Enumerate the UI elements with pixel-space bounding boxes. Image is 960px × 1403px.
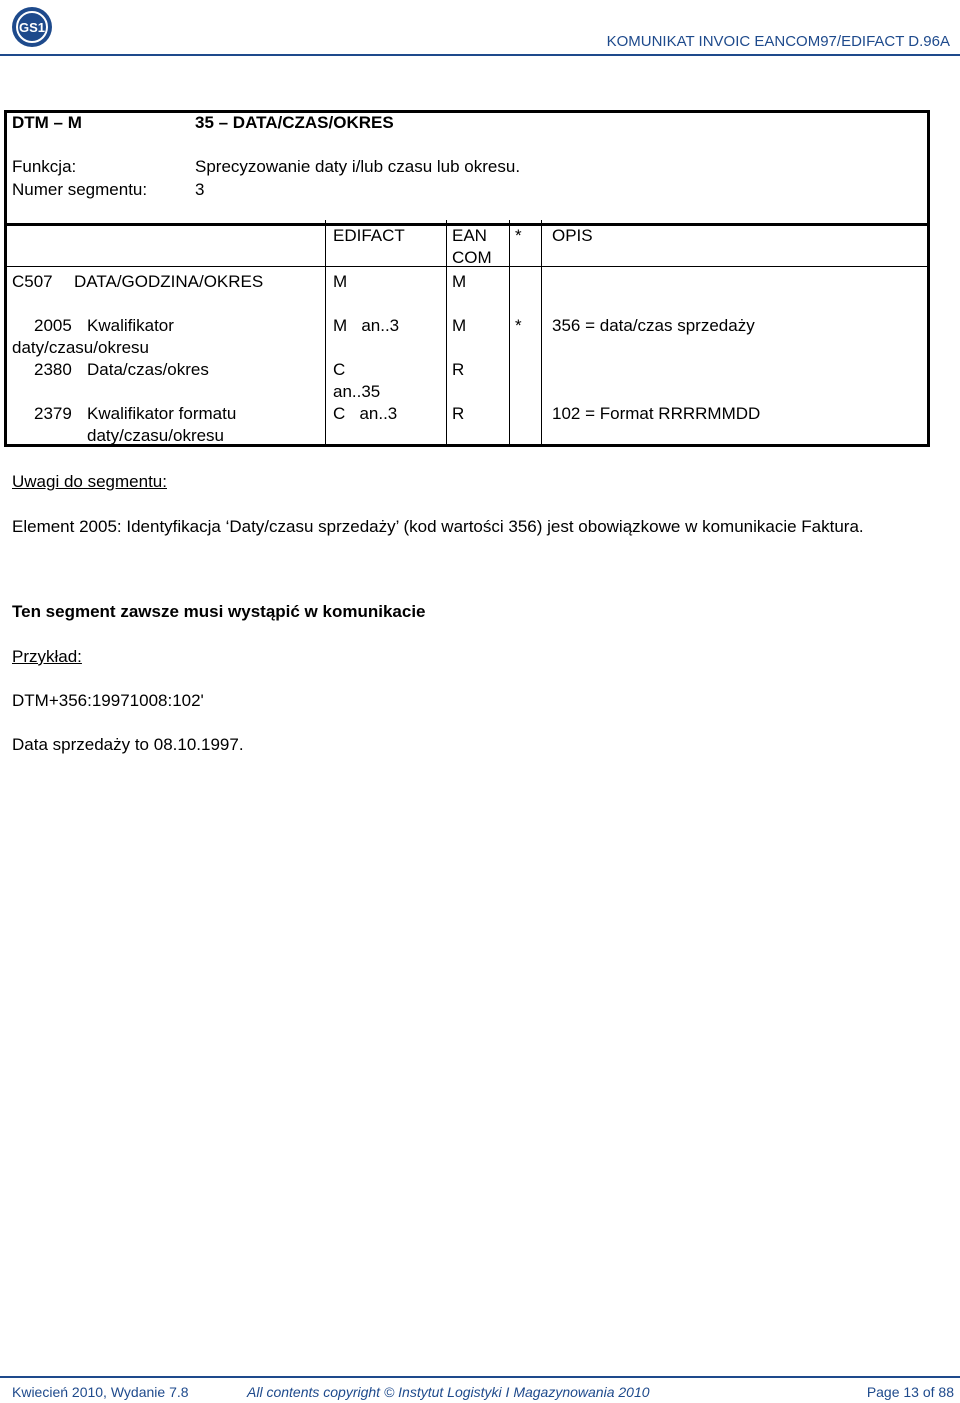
gs1-logo-icon bbox=[10, 4, 62, 50]
segment-tag: DTM – M bbox=[12, 113, 82, 132]
column-divider bbox=[446, 220, 447, 444]
composite-code: C507 bbox=[12, 272, 53, 291]
row-edifact: C bbox=[333, 360, 346, 379]
segment-name: 35 – DATA/CZAS/OKRES bbox=[195, 113, 394, 132]
row-edifact: M an..3 bbox=[333, 316, 400, 335]
segment-number-label: Numer segmentu: bbox=[12, 180, 148, 199]
row-ean: M bbox=[452, 316, 467, 335]
row-name: Data/czas/okres bbox=[87, 360, 209, 379]
column-divider bbox=[509, 220, 510, 444]
row-opis: 356 = data/czas sprzedaży bbox=[552, 316, 755, 335]
footer-page-number: Page 13 of 88 bbox=[866, 1384, 954, 1400]
row-name: Kwalifikator formatu bbox=[87, 404, 237, 423]
notes-title: Uwagi do segmentu: bbox=[12, 472, 167, 491]
header-divider bbox=[0, 54, 960, 56]
row-ean: R bbox=[452, 360, 465, 379]
row-code: 2005 bbox=[34, 316, 72, 335]
column-divider bbox=[325, 220, 326, 444]
example-title: Przykład: bbox=[12, 647, 82, 666]
gs1-logo-text: GS1 bbox=[18, 20, 46, 35]
row-edifact-cont: an..35 bbox=[333, 382, 381, 401]
footer-copyright: All contents copyright © Instytut Logistyki I Magazynowania 2010 bbox=[247, 1384, 650, 1400]
col-header-star: * bbox=[515, 226, 522, 245]
composite-ean: M bbox=[452, 272, 467, 291]
row-star: * bbox=[515, 316, 522, 335]
function-label: Funkcja: bbox=[12, 157, 77, 176]
footer-edition: Kwiecień 2010, Wydanie 7.8 bbox=[12, 1384, 189, 1400]
row-code: 2380 bbox=[34, 360, 72, 379]
column-divider bbox=[541, 220, 542, 444]
row-ean: R bbox=[452, 404, 465, 423]
col-header-edifact: EDIFACT bbox=[333, 226, 405, 245]
row-name-cont: daty/czasu/okresu bbox=[87, 426, 225, 445]
col-header-opis: OPIS bbox=[552, 226, 593, 245]
row-name-cont: daty/czasu/okresu bbox=[12, 338, 150, 357]
document-title: KOMUNIKAT INVOIC EANCOM97/EDIFACT D.96A bbox=[606, 33, 950, 50]
composite-edifact: M bbox=[333, 272, 348, 291]
col-header-ean: EAN bbox=[452, 226, 487, 245]
footer-divider bbox=[0, 1376, 960, 1378]
row-edifact: C an..3 bbox=[333, 404, 398, 423]
composite-name: DATA/GODZINA/OKRES bbox=[74, 272, 264, 291]
row-name: Kwalifikator bbox=[87, 316, 174, 335]
row-opis: 102 = Format RRRRMMDD bbox=[552, 404, 761, 423]
segment-number-value: 3 bbox=[195, 180, 205, 199]
notes-element-text: Element 2005: Identyfikacja ‘Daty/czasu sprzedaży’ (kod wartości 356) jest obowiązkowe w komunikacie Faktura. bbox=[12, 517, 864, 536]
gs1-logo bbox=[10, 4, 62, 50]
col-header-ean-com: COM bbox=[452, 248, 492, 267]
function-value: Sprecyzowanie daty i/lub czasu lub okresu. bbox=[195, 157, 521, 176]
mandatory-note: Ten segment zawsze musi wystąpić w komunikacie bbox=[12, 602, 426, 621]
example-code: DTM+356:19971008:102' bbox=[12, 691, 204, 710]
example-description: Data sprzedaży to 08.10.1997. bbox=[12, 735, 244, 754]
row-code: 2379 bbox=[34, 404, 72, 423]
